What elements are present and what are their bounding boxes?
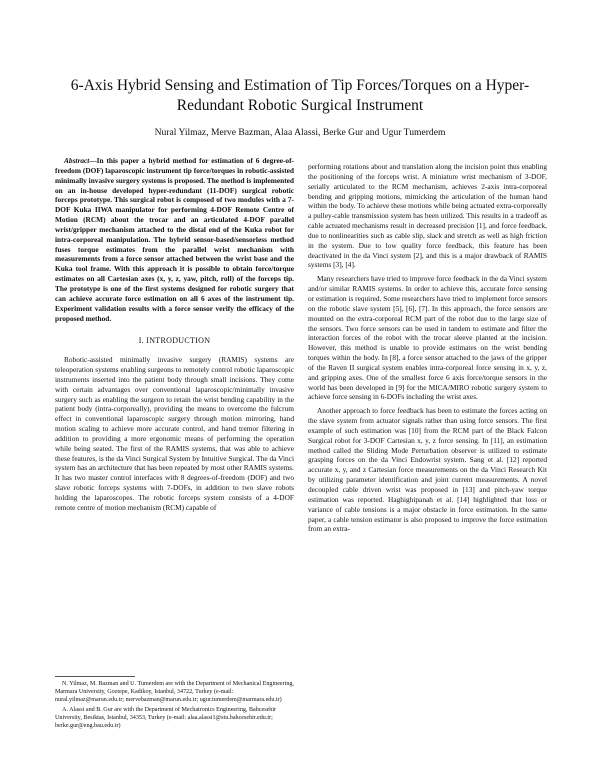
body-paragraph: Another approach to force feedback has been to estimate the forces acting on the slave system from actuator signals rather than using force sensors. The first example of such estimation was [10] from the RCM part of the Black Falcon Surgical robot for 3-DOF Cartesian x, y, z force sensing. In [11], an estimation method called the Sliding Mode Perturbation observer is utilized to estimate grasping forces on the da Vinci Endowrist system. Sang et al. [12] reported accurate x, y, and z Cartesian force measurements on the da Vinci Research Kit by utilizing parameter identification and joint current measurements. A novel decoupled cable driven wrist was proposed in [13] and pitch-yaw torque estimation was reported. Haghighipanah et al. [14] highlighted that loss or variance of cable tensions is a major obstacle in force estimation. In the same paper, a cable tension estimator is also proposed to improve the force estimation from an extra- [308, 406, 547, 534]
body-paragraph: performing rotations about and translation along the incision point thus enabling the positioning of the forceps wrist. A miniature wrist mechanism of 3-DOF, serially articulated to the RCM mechanism, achieves 2-axis intra-corporeal bending and gripping motions, mimicking the articulation of the human hand within the body. To achieve these motions while being actuated extra-corporeally a pulley-cable transmission system has been utilized. This results in a tradeoff as cable actuated mechanisms result in decreased precision [1], and force feedback, due to nonlinearities such as cable slip, slack and stretch as well as high friction in the system. Due to low quality force feedback, this feature has been deactivated in the da Vinci system [2], and this is a major drawback of RAMIS systems [3], [4]. [308, 162, 547, 270]
abstract [55, 156, 294, 323]
intro-paragraph: Robotic-assisted minimally invasive surgery (RAMIS) systems are teleoperation systems enabling surgeons to remotely control robotic laparoscopic instruments inserted into the patient body through small incisions. They come with certain advantages over conventional laparoscopic/minimally invasive surgery such as enabling the surgeon to retain the wrist bending capability in the patient body (intra-corporeally), providing the means to overcome the fulcrum effect in conventional laparoscopic surgery through motion mirroring, hand motion scaling to achieve more accurate control, and hand tremor filtering in addition to providing a more ergonomic means of performing the operation while being seated. The first of the RAMIS systems, that was able to achieve these features, is the da Vinci Surgical System by Intuitive Surgical. The da Vinci system has an architecture that has been repeated by most other RAMIS systems. It has two master control interfaces with 8 degrees-of-freedom (DOF) and two slave robotic forceps systems with 7-DOFs, in addition to two slave robots holding the laparoscopes. The robotic forceps system consists of a 4-DOF remote centre of motion mechanism (RCM) capable of [55, 355, 294, 512]
footnote-affiliation-2: A. Alassi and B. Gur are with the Department of Mechatronics Engineering, Bahcesehir University, Besiktas, Istanbul, 34353, Turkey (e-mail: alaa.alassi1@stu.bahcesehir.edu.tr; berke.gur@eng.bau.edu.tr) [55, 707, 277, 730]
author-list: Nural Yilmaz, Merve Bazman, Alaa Alassi, Berke Gur and Ugur Tumerdem [154, 127, 446, 138]
footnote-affiliation-1: N. Yilmaz, M. Bazman and U. Tumerdem are with the Department of Mechanical Engineering, Marmara University, Goztepe, Kadikoy, Istanbul, 34722, Turkey (e-mail: nural.yilmaz@marun.edu.tr; mervebazman@marun.edu.tr; ugur.tumerdem@marmara.edu.tr) [55, 681, 294, 704]
right-column [308, 162, 547, 534]
abstract-text: —In this paper a hybrid method for estimation of 6 degree-of-freedom (DOF) laparoscopic instrument tip force/torques in robotic-assisted minimally invasive surgery systems is proposed. The method is implemented on an in-house developed hyper-redundant (11-DOF) surgical robotic forceps prototype. This surgical robot is composed of two modules with a 7-DOF Kuka IIWA manipulator for performing 4-DOF Remote Centre of Motion (RCM) about the trocar and an articulated 4-DOF parallel wrist/gripper mechanism attached to the distal end of the Kuka robot for intra-corporeal manipulation. The hybrid sensor-based/sensorless method fuses torque estimates from the parallel wrist mechanism with measurements from a force sensor attached between the wrist base and the Kuka tool frame. With this approach it is possible to obtain force/torque estimates on all Cartesian axes (x, y, z, yaw, pitch, roll) of the forceps tip. The prototype is one of the first systems designed for robotic surgery that can achieve accurate force estimation on all 6 axes of the instrument tip. Experiment validation results with a force sensor verify the efficacy of the proposed method. [55, 156, 294, 323]
left-column [55, 156, 294, 513]
section-heading: I. INTRODUCTION [138, 336, 211, 346]
body-paragraph: Many researchers have tried to improve force feedback in the da Vinci system and/or similar RAMIS systems. In order to achieve this, accurate force sensing or estimation is required. Some researchers have tried to implement force sensors on the robotic slave system [5], [6], [7]. In this approach, the force sensors are mounted on the extra-corporeal RCM part of the robot due to the large size of the sensors. Two force sensors can be used in tandem to estimate and filter the interaction forces of the robot with the trocar sleeve planted at the incision. However, this method is unable to provide estimates on the wrist bending torques within the body. In [8], a force sensor attached to the jaws of the gripper of the Raven II surgical system enables intra-corporeal force sensing in x, y, z, and gripping axes. One of the smallest force 6 axis force/torque sensors in the world has been developed in [9] for the MICA/MIRO robotic surgery system to achieve force sensing in 6-DOFs including the wrist axes. [308, 274, 548, 402]
footnote-divider [55, 676, 135, 677]
footnotes [55, 676, 294, 731]
abstract-label: Abstract [64, 156, 90, 165]
paper-title: 6-Axis Hybrid Sensing and Estimation of Tip Forces/Torques on a Hyper-Redundant Robotic Surgical Instrument [70, 77, 530, 114]
